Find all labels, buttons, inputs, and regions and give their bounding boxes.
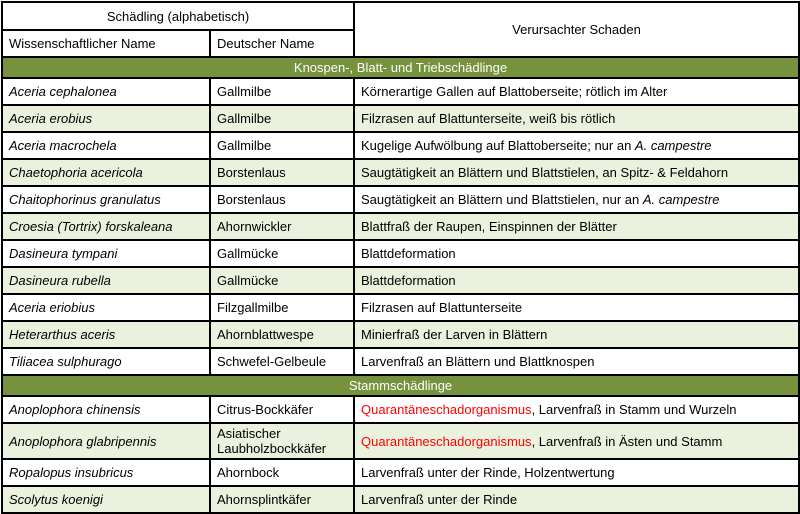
table-row	[2, 423, 799, 459]
damage-cell	[354, 396, 799, 423]
german-name-cell: Schwefel-Gelbeule	[210, 348, 354, 375]
scientific-name-cell: Dasineura tympani	[2, 240, 210, 267]
table-row	[2, 213, 799, 240]
german-name-cell: Ahornsplintkäfer	[210, 486, 354, 513]
german-name-cell: Filzgallmilbe	[210, 294, 354, 321]
damage-cell	[354, 132, 799, 159]
table-row	[2, 105, 799, 132]
table-row	[2, 267, 799, 294]
damage-text-segment: Saugtätigkeit an Blättern und Blattstielen, nur an	[361, 192, 643, 207]
damage-text-segment: Larvenfraß unter der Rinde, Holzentwertung	[361, 465, 615, 480]
scientific-name-cell: Chaitophorinus granulatus	[2, 186, 210, 213]
german-name-cell: Citrus-Bockkäfer	[210, 396, 354, 423]
damage-cell	[354, 267, 799, 294]
scientific-name-cell: Heterarthus aceris	[2, 321, 210, 348]
german-name-cell: Asiatischer Laubholzbockkäfer	[210, 423, 354, 459]
damage-text-segment: , Larvenfraß in Stamm und Wurzeln	[531, 402, 737, 417]
header-damage-column: Verursachter Schaden	[354, 2, 799, 57]
damage-text-segment: Blattdeformation	[361, 246, 456, 261]
damage-cell	[354, 459, 799, 486]
header-group-row	[2, 2, 799, 30]
table-row	[2, 396, 799, 423]
damage-cell	[354, 486, 799, 513]
damage-cell	[354, 186, 799, 213]
damage-text-segment: Filzrasen auf Blattunterseite, weiß bis rötlich	[361, 111, 616, 126]
damage-text-segment: Kugelige Aufwölbung auf Blattoberseite; nur an	[361, 138, 635, 153]
damage-cell	[354, 105, 799, 132]
damage-cell	[354, 423, 799, 459]
german-name-cell: Gallmilbe	[210, 78, 354, 105]
table-row	[2, 348, 799, 375]
german-name-cell: Gallmücke	[210, 267, 354, 294]
scientific-name-cell: Scolytus koenigi	[2, 486, 210, 513]
damage-text-segment: Larvenfraß an Blättern und Blattknospen	[361, 354, 595, 369]
damage-cell	[354, 321, 799, 348]
scientific-name-cell: Aceria eriobius	[2, 294, 210, 321]
header-scientific-name: Wissenschaftlicher Name	[2, 30, 210, 57]
damage-cell	[354, 240, 799, 267]
table-row	[2, 459, 799, 486]
damage-text-segment: , Larvenfraß in Ästen und Stamm	[531, 433, 723, 449]
table-row	[2, 186, 799, 213]
pest-table	[1, 1, 800, 514]
damage-cell	[354, 213, 799, 240]
table-row	[2, 132, 799, 159]
damage-text-segment: Minierfraß der Larven in Blättern	[361, 327, 548, 342]
german-name-cell: Gallmilbe	[210, 105, 354, 132]
table-row	[2, 321, 799, 348]
section-title: Knospen-, Blatt- und Triebschädlinge	[2, 57, 799, 78]
table-row	[2, 240, 799, 267]
section-title: Stammschädlinge	[2, 375, 799, 396]
german-name-cell: Ahornblattwespe	[210, 321, 354, 348]
damage-cell	[354, 78, 799, 105]
damage-cell	[354, 348, 799, 375]
scientific-name-cell: Dasineura rubella	[2, 267, 210, 294]
damage-text-segment: A. campestre	[642, 192, 720, 207]
scientific-name-cell: Aceria erobius	[2, 105, 210, 132]
damage-text-segment: Blattdeformation	[361, 273, 456, 288]
scientific-name-cell: Aceria cephalonea	[2, 78, 210, 105]
section-band-row	[2, 57, 799, 78]
damage-cell	[354, 294, 799, 321]
scientific-name-cell: Croesia (Tortrix) forskaleana	[2, 213, 210, 240]
german-name-cell: Borstenlaus	[210, 186, 354, 213]
header-pest-group: Schädling (alphabetisch)	[2, 2, 354, 30]
damage-cell	[354, 159, 799, 186]
scientific-name-cell: Anoplophora glabripennis	[2, 423, 210, 459]
scientific-name-cell: Aceria macrochela	[2, 132, 210, 159]
section-band-row	[2, 375, 799, 396]
damage-text-segment: Saugtätigkeit an Blättern und Blattstielen, an Spitz- & Feldahorn	[361, 165, 729, 180]
damage-text-segment: A. campestre	[634, 138, 712, 153]
scientific-name-cell: Chaetophoria acericola	[2, 159, 210, 186]
damage-text-segment: Larvenfraß unter der Rinde	[361, 492, 518, 507]
table-body	[2, 57, 799, 513]
scientific-name-cell: Tiliacea sulphurago	[2, 348, 210, 375]
table-row	[2, 159, 799, 186]
damage-text-segment: Quarantäneschadorganismus	[361, 433, 532, 449]
damage-text-segment: Körnerartige Gallen auf Blattoberseite; rötlich im Alter	[361, 84, 668, 99]
table-row	[2, 486, 799, 513]
table-row	[2, 294, 799, 321]
scientific-name-cell: Anoplophora chinensis	[2, 396, 210, 423]
german-name-cell: Gallmücke	[210, 240, 354, 267]
german-name-cell: Borstenlaus	[210, 159, 354, 186]
header-german-name: Deutscher Name	[210, 30, 354, 57]
scientific-name-cell: Ropalopus insubricus	[2, 459, 210, 486]
german-name-cell: Ahornwickler	[210, 213, 354, 240]
damage-text-segment: Blattfraß der Raupen, Einspinnen der Blätter	[361, 219, 617, 234]
table-row	[2, 78, 799, 105]
german-name-cell: Ahornbock	[210, 459, 354, 486]
german-name-cell: Gallmilbe	[210, 132, 354, 159]
damage-text-segment: Filzrasen auf Blattunterseite	[361, 300, 523, 315]
damage-text-segment: Quarantäneschadorganismus	[361, 402, 532, 417]
